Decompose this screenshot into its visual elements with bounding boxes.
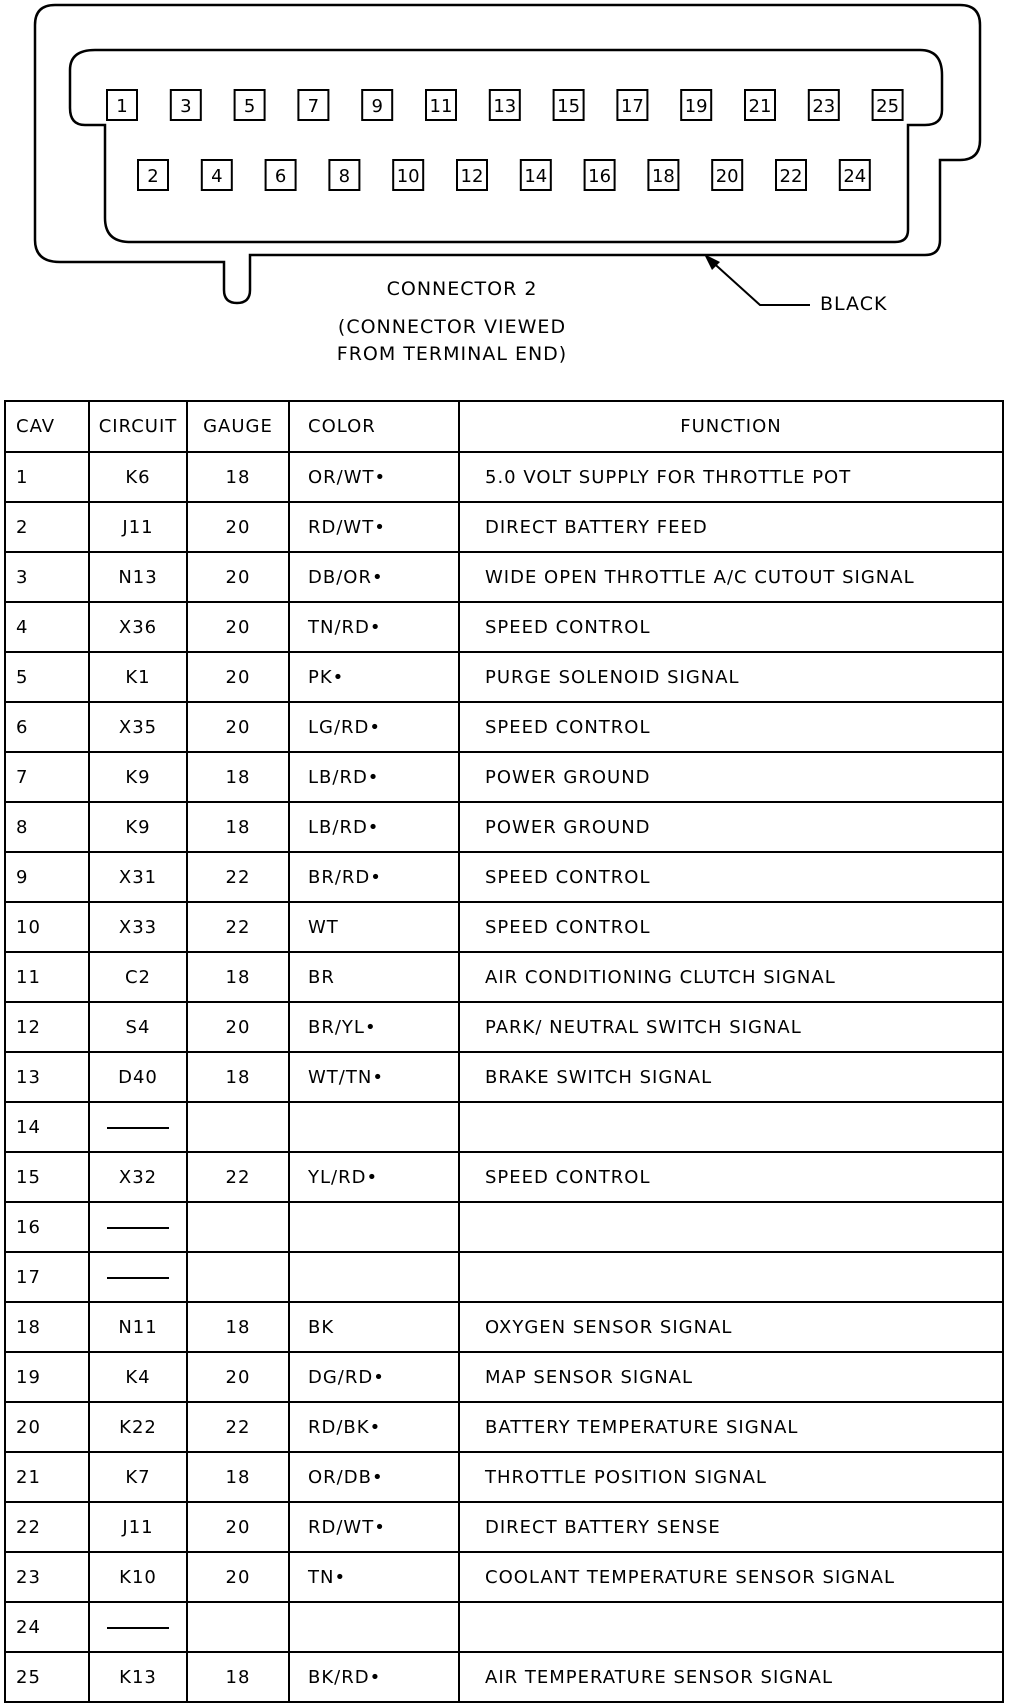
cell-cav: 23 — [5, 1552, 89, 1602]
cell-gauge: 20 — [187, 1002, 289, 1052]
cell-color: WT — [289, 902, 459, 952]
cell-gauge: 18 — [187, 452, 289, 502]
cell-color: YL/RD• — [289, 1152, 459, 1202]
cell-color: BR — [289, 952, 459, 1002]
cavity-number: 14 — [524, 166, 548, 187]
table-row — [5, 1202, 1003, 1252]
cavity-number: 6 — [274, 166, 287, 187]
cavity-22 — [776, 160, 806, 190]
cavity-24 — [840, 160, 870, 190]
cell-gauge — [187, 1252, 289, 1302]
cell-cav: 4 — [5, 602, 89, 652]
cell-circuit: X35 — [89, 702, 187, 752]
cell-function: AIR CONDITIONING CLUTCH SIGNAL — [459, 952, 1003, 1002]
cell-cav: 14 — [5, 1102, 89, 1152]
cavity-12 — [457, 160, 487, 190]
cell-color: PK• — [289, 652, 459, 702]
table-row — [5, 452, 1003, 502]
cavity-number: 4 — [211, 166, 223, 187]
cavity-number: 10 — [396, 166, 420, 187]
cavity-25 — [873, 90, 903, 120]
cell-circuit: K7 — [89, 1452, 187, 1502]
cavity-15 — [554, 90, 584, 120]
cell-gauge: 18 — [187, 1452, 289, 1502]
table-row — [5, 1302, 1003, 1352]
cell-gauge: 22 — [187, 902, 289, 952]
cell-circuit: K6 — [89, 452, 187, 502]
cell-color: OR/WT• — [289, 452, 459, 502]
cell-function: DIRECT BATTERY FEED — [459, 502, 1003, 552]
table-row — [5, 952, 1003, 1002]
cell-cav: 6 — [5, 702, 89, 752]
cell-function: PARK/ NEUTRAL SWITCH SIGNAL — [459, 1002, 1003, 1052]
cell-function: THROTTLE POSITION SIGNAL — [459, 1452, 1003, 1502]
cavity-10 — [393, 160, 423, 190]
cell-color: TN• — [289, 1552, 459, 1602]
cell-gauge: 18 — [187, 1052, 289, 1102]
cell-gauge: 22 — [187, 1402, 289, 1452]
cell-gauge: 18 — [187, 1652, 289, 1702]
table-row — [5, 702, 1003, 752]
cell-function: WIDE OPEN THROTTLE A/C CUTOUT SIGNAL — [459, 552, 1003, 602]
cavity-number: 12 — [460, 166, 484, 187]
cell-gauge: 18 — [187, 1302, 289, 1352]
cavity-3 — [171, 90, 201, 120]
table-row — [5, 552, 1003, 602]
cavity-number: 22 — [779, 166, 803, 187]
table-row — [5, 1652, 1003, 1702]
header-gauge: GAUGE — [187, 401, 289, 452]
cell-gauge: 20 — [187, 1502, 289, 1552]
pinout-table — [4, 400, 1004, 1703]
header-circuit: CIRCUIT — [89, 401, 187, 452]
cell-circuit: X32 — [89, 1152, 187, 1202]
cell-circuit: X31 — [89, 852, 187, 902]
cell-color: DG/RD• — [289, 1352, 459, 1402]
unused-cavity-dash — [107, 1627, 169, 1629]
cell-color: LB/RD• — [289, 802, 459, 852]
cell-color: BR/YL• — [289, 1002, 459, 1052]
cell-color: DB/OR• — [289, 552, 459, 602]
cell-cav: 24 — [5, 1602, 89, 1652]
cavity-1 — [107, 90, 137, 120]
table-row — [5, 752, 1003, 802]
cell-circuit: D40 — [89, 1052, 187, 1102]
cell-circuit — [89, 1252, 187, 1302]
table-row — [5, 1152, 1003, 1202]
cell-gauge — [187, 1102, 289, 1152]
table-row — [5, 1552, 1003, 1602]
cell-cav: 22 — [5, 1502, 89, 1552]
cavity-8 — [329, 160, 359, 190]
cell-gauge: 20 — [187, 1552, 289, 1602]
cell-cav: 7 — [5, 752, 89, 802]
cell-gauge — [187, 1602, 289, 1652]
cavity-2 — [138, 160, 168, 190]
cell-gauge — [187, 1202, 289, 1252]
header-color: COLOR — [289, 401, 459, 452]
cell-cav: 8 — [5, 802, 89, 852]
cell-circuit: K13 — [89, 1652, 187, 1702]
cell-function — [459, 1252, 1003, 1302]
cell-circuit — [89, 1202, 187, 1252]
cell-color: LG/RD• — [289, 702, 459, 752]
cell-circuit: K1 — [89, 652, 187, 702]
table-row — [5, 852, 1003, 902]
cell-function: DIRECT BATTERY SENSE — [459, 1502, 1003, 1552]
cavity-number: 17 — [620, 96, 644, 117]
cavity-18 — [648, 160, 678, 190]
cell-cav: 18 — [5, 1302, 89, 1352]
cell-gauge: 18 — [187, 752, 289, 802]
cell-color — [289, 1602, 459, 1652]
cell-function: POWER GROUND — [459, 802, 1003, 852]
cell-gauge: 20 — [187, 702, 289, 752]
table-row — [5, 1052, 1003, 1102]
cell-gauge: 20 — [187, 652, 289, 702]
cavity-number: 18 — [651, 166, 675, 187]
header-cav: CAV — [5, 401, 89, 452]
cell-cav: 15 — [5, 1152, 89, 1202]
unused-cavity-dash — [107, 1277, 169, 1279]
table-row — [5, 1452, 1003, 1502]
cavity-9 — [362, 90, 392, 120]
cell-circuit: X33 — [89, 902, 187, 952]
table-row — [5, 1352, 1003, 1402]
connector-color-label: BLACK — [820, 293, 888, 315]
cell-color — [289, 1202, 459, 1252]
cavity-number: 15 — [557, 96, 581, 117]
cavity-row-even — [138, 160, 870, 190]
connector-title: CONNECTOR 2 — [386, 278, 538, 300]
cell-circuit: X36 — [89, 602, 187, 652]
cell-color: RD/BK• — [289, 1402, 459, 1452]
cell-color: WT/TN• — [289, 1052, 459, 1102]
cell-cav: 3 — [5, 552, 89, 602]
cavity-4 — [202, 160, 232, 190]
cavity-20 — [712, 160, 742, 190]
cavity-number: 19 — [684, 96, 708, 117]
cell-color: OR/DB• — [289, 1452, 459, 1502]
table-row — [5, 802, 1003, 852]
table-row — [5, 602, 1003, 652]
cell-function: COOLANT TEMPERATURE SENSOR SIGNAL — [459, 1552, 1003, 1602]
cell-color: RD/WT• — [289, 502, 459, 552]
table-header-row — [5, 401, 1003, 452]
cell-function: OXYGEN SENSOR SIGNAL — [459, 1302, 1003, 1352]
cavity-17 — [617, 90, 647, 120]
cell-color: LB/RD• — [289, 752, 459, 802]
cell-function: MAP SENSOR SIGNAL — [459, 1352, 1003, 1402]
unused-cavity-dash — [107, 1227, 169, 1229]
cavity-number: 7 — [307, 96, 320, 117]
cavity-number: 5 — [243, 96, 256, 117]
cell-function: BATTERY TEMPERATURE SIGNAL — [459, 1402, 1003, 1452]
table-row — [5, 1252, 1003, 1302]
cell-cav: 20 — [5, 1402, 89, 1452]
cell-function: SPEED CONTROL — [459, 902, 1003, 952]
cell-gauge: 18 — [187, 952, 289, 1002]
connector-subtitle-line2: FROM TERMINAL END) — [336, 343, 568, 365]
cell-circuit — [89, 1102, 187, 1152]
table-row — [5, 1602, 1003, 1652]
cell-circuit: K10 — [89, 1552, 187, 1602]
cell-cav: 11 — [5, 952, 89, 1002]
cell-cav: 21 — [5, 1452, 89, 1502]
cavity-row-odd — [107, 90, 903, 120]
cell-gauge: 20 — [187, 552, 289, 602]
cavity-13 — [490, 90, 520, 120]
cavity-7 — [298, 90, 328, 120]
cell-cav: 10 — [5, 902, 89, 952]
connector-housing-inner — [70, 50, 942, 242]
cell-cav: 5 — [5, 652, 89, 702]
cell-color: BK — [289, 1302, 459, 1352]
cavity-number: 21 — [748, 96, 772, 117]
cell-function: SPEED CONTROL — [459, 602, 1003, 652]
cell-circuit: J11 — [89, 502, 187, 552]
cell-circuit: K9 — [89, 802, 187, 852]
table-row — [5, 1402, 1003, 1452]
cell-color: BR/RD• — [289, 852, 459, 902]
cell-function: BRAKE SWITCH SIGNAL — [459, 1052, 1003, 1102]
cell-function: AIR TEMPERATURE SENSOR SIGNAL — [459, 1652, 1003, 1702]
cavity-number: 3 — [180, 96, 192, 117]
cell-circuit — [89, 1602, 187, 1652]
cell-function: SPEED CONTROL — [459, 852, 1003, 902]
cell-circuit: K4 — [89, 1352, 187, 1402]
cell-gauge: 22 — [187, 1152, 289, 1202]
header-function: FUNCTION — [459, 401, 1003, 452]
cell-function: PURGE SOLENOID SIGNAL — [459, 652, 1003, 702]
cell-color: RD/WT• — [289, 1502, 459, 1552]
cell-gauge: 20 — [187, 1352, 289, 1402]
cell-gauge: 22 — [187, 852, 289, 902]
cavity-number: 25 — [876, 96, 900, 117]
cavity-5 — [235, 90, 265, 120]
cavity-number: 23 — [812, 96, 836, 117]
connector-subtitle-line1: (CONNECTOR VIEWED — [337, 316, 567, 338]
table-row — [5, 502, 1003, 552]
cavity-21 — [745, 90, 775, 120]
table-row — [5, 1002, 1003, 1052]
cell-circuit: N11 — [89, 1302, 187, 1352]
cell-function — [459, 1202, 1003, 1252]
table-row — [5, 1102, 1003, 1152]
table-row — [5, 1502, 1003, 1552]
cell-cav: 25 — [5, 1652, 89, 1702]
cell-function: SPEED CONTROL — [459, 1152, 1003, 1202]
cell-circuit: K22 — [89, 1402, 187, 1452]
cell-circuit: K9 — [89, 752, 187, 802]
cell-cav: 19 — [5, 1352, 89, 1402]
table-row — [5, 902, 1003, 952]
cavity-11 — [426, 90, 456, 120]
cavity-6 — [266, 160, 296, 190]
cell-color: TN/RD• — [289, 602, 459, 652]
cavity-number: 11 — [429, 96, 453, 117]
cell-function: POWER GROUND — [459, 752, 1003, 802]
cell-circuit: C2 — [89, 952, 187, 1002]
cell-gauge: 18 — [187, 802, 289, 852]
cell-function — [459, 1102, 1003, 1152]
cavity-number: 16 — [588, 166, 612, 187]
cell-color: BK/RD• — [289, 1652, 459, 1702]
cell-function: 5.0 VOLT SUPPLY FOR THROTTLE POT — [459, 452, 1003, 502]
cell-cav: 1 — [5, 452, 89, 502]
cell-function — [459, 1602, 1003, 1652]
cavity-number: 20 — [715, 166, 739, 187]
cell-circuit: N13 — [89, 552, 187, 602]
cell-circuit: S4 — [89, 1002, 187, 1052]
cavity-16 — [585, 160, 615, 190]
table-row — [5, 652, 1003, 702]
cavity-number: 24 — [843, 166, 867, 187]
cell-gauge: 20 — [187, 602, 289, 652]
cavity-14 — [521, 160, 551, 190]
cavity-23 — [809, 90, 839, 120]
cell-function: SPEED CONTROL — [459, 702, 1003, 752]
cavity-number: 2 — [147, 166, 159, 187]
cell-circuit: J11 — [89, 1502, 187, 1552]
cavity-number: 1 — [116, 96, 128, 117]
cell-cav: 9 — [5, 852, 89, 902]
unused-cavity-dash — [107, 1127, 169, 1129]
cell-cav: 16 — [5, 1202, 89, 1252]
cell-cav: 13 — [5, 1052, 89, 1102]
cavity-19 — [681, 90, 711, 120]
cell-gauge: 20 — [187, 502, 289, 552]
cavity-number: 9 — [371, 96, 383, 117]
cavity-number: 13 — [493, 96, 517, 117]
cavity-number: 8 — [338, 166, 351, 187]
cell-cav: 17 — [5, 1252, 89, 1302]
cell-color — [289, 1252, 459, 1302]
cell-color — [289, 1102, 459, 1152]
cell-cav: 2 — [5, 502, 89, 552]
cell-cav: 12 — [5, 1002, 89, 1052]
